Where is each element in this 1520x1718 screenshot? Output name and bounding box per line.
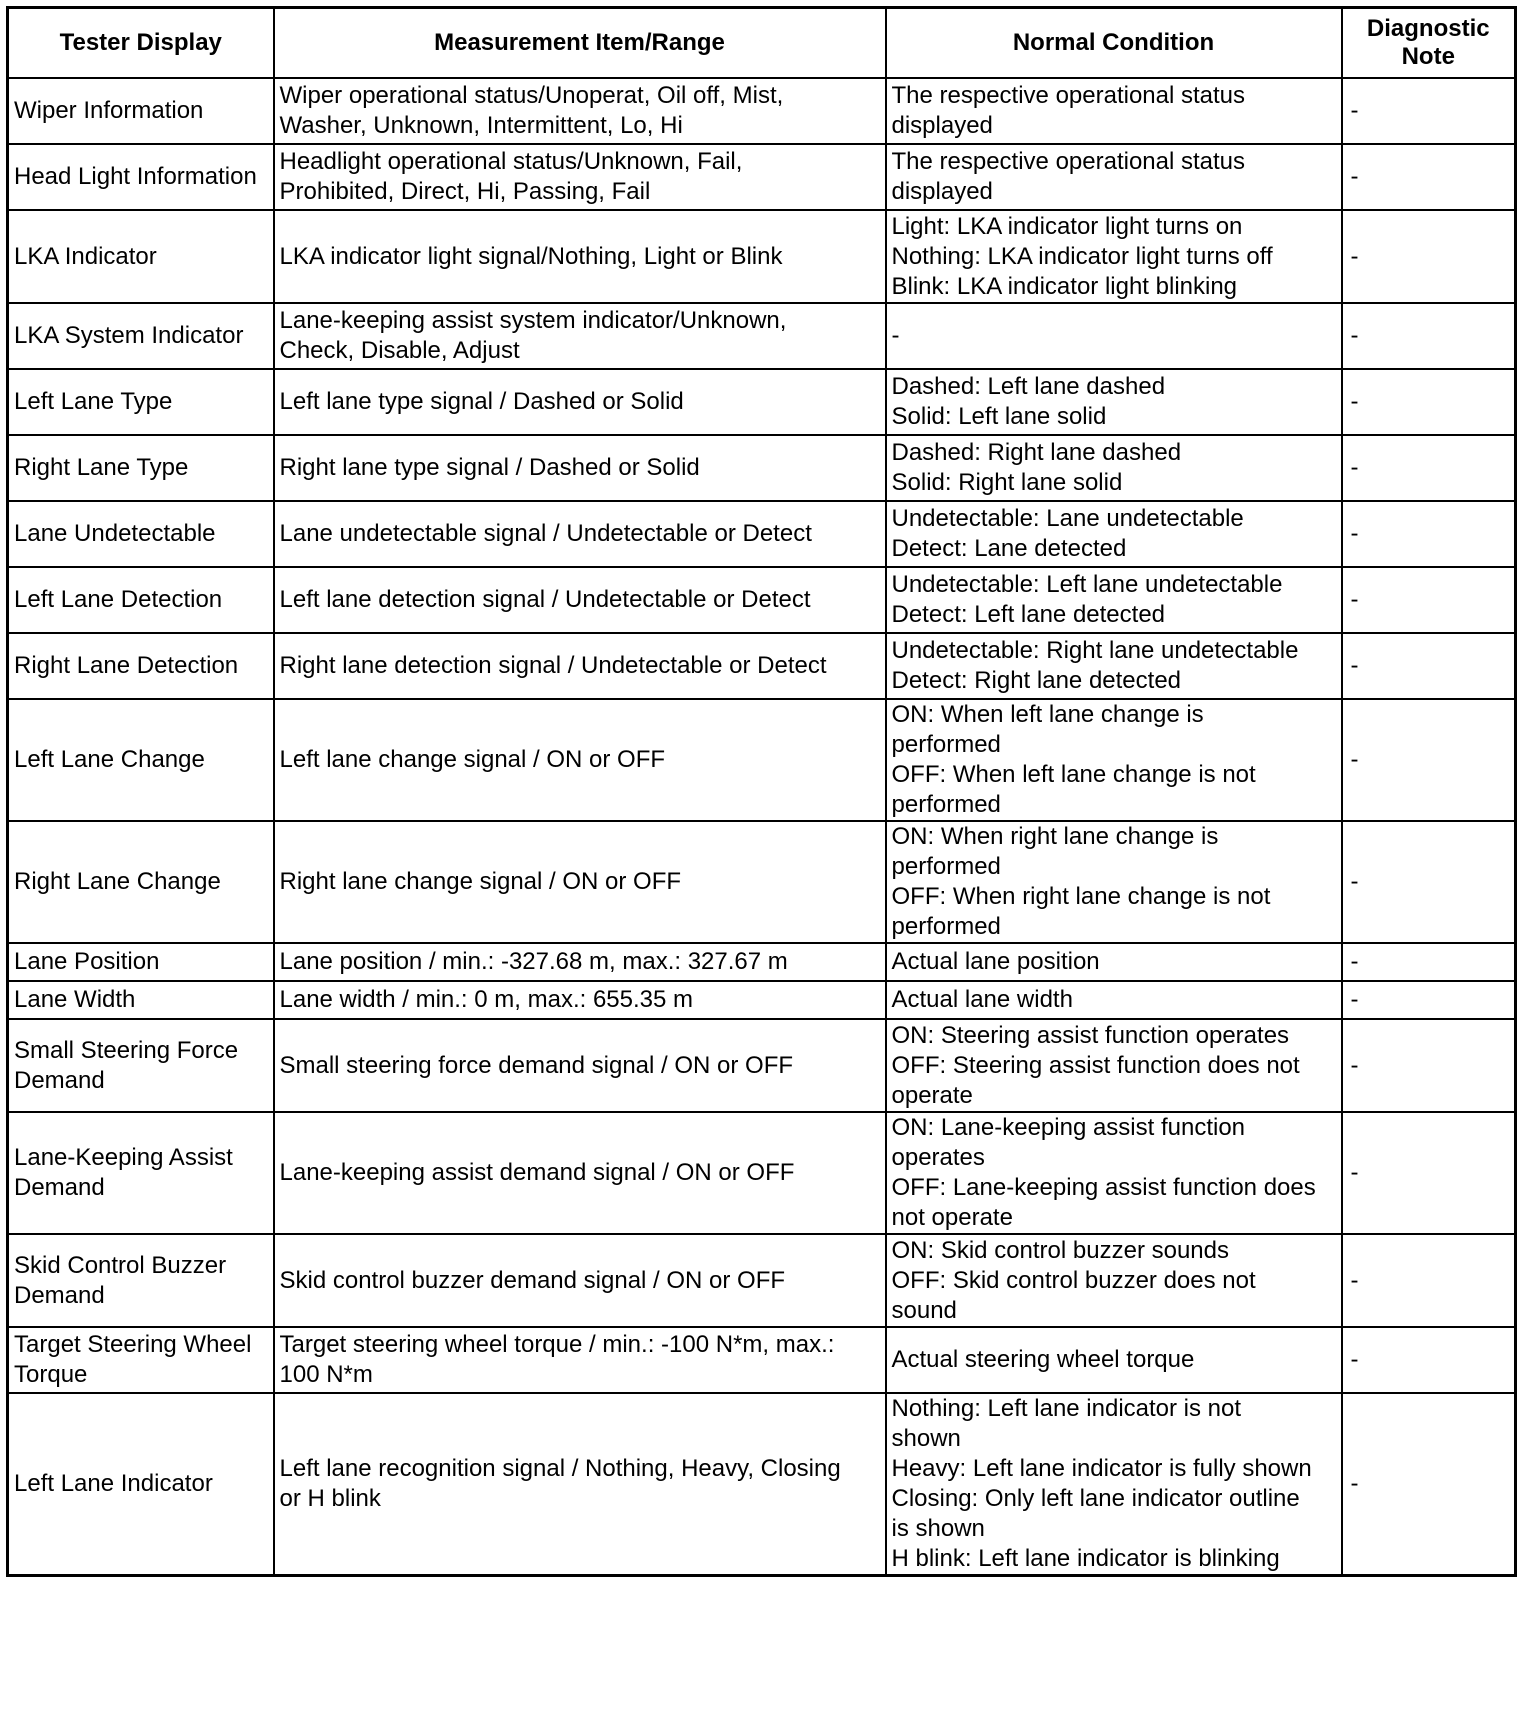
normal-condition-cell: -	[886, 303, 1342, 369]
tester-display-cell: Left Lane Detection	[8, 567, 274, 633]
diagnostic-note-cell: -	[1342, 1019, 1516, 1112]
normal-condition-cell: Light: LKA indicator light turns on Nothing: LKA indicator light turns off Blink: LKA indicator light blinking	[886, 210, 1342, 303]
diagnostic-note-cell: -	[1342, 435, 1516, 501]
measurement-item-cell: Target steering wheel torque / min.: -100 N*m, max.: 100 N*m	[274, 1327, 886, 1393]
measurement-item-cell: Skid control buzzer demand signal / ON or OFF	[274, 1234, 886, 1327]
tester-display-cell: Lane Width	[8, 981, 274, 1019]
measurement-item-cell: Left lane type signal / Dashed or Solid	[274, 369, 886, 435]
table-row	[8, 567, 1516, 633]
header-normal-condition: Normal Condition	[886, 8, 1342, 79]
measurement-item-cell: Right lane type signal / Dashed or Solid	[274, 435, 886, 501]
diagnostic-note-cell: -	[1342, 144, 1516, 210]
normal-condition-cell: Actual steering wheel torque	[886, 1327, 1342, 1393]
table-row	[8, 943, 1516, 981]
table-row	[8, 435, 1516, 501]
measurement-item-cell: Left lane recognition signal / Nothing, Heavy, Closing or H blink	[274, 1393, 886, 1576]
normal-condition-cell: Actual lane width	[886, 981, 1342, 1019]
tester-display-cell: Wiper Information	[8, 78, 274, 144]
measurement-item-cell: Lane-keeping assist system indicator/Unknown, Check, Disable, Adjust	[274, 303, 886, 369]
table-row	[8, 1234, 1516, 1327]
measurement-item-cell: Headlight operational status/Unknown, Fail, Prohibited, Direct, Hi, Passing, Fail	[274, 144, 886, 210]
measurement-item-cell: Wiper operational status/Unoperat, Oil off, Mist, Washer, Unknown, Intermittent, Lo, Hi	[274, 78, 886, 144]
header-diagnostic-note: Diagnostic Note	[1342, 8, 1516, 79]
header-measurement-item: Measurement Item/Range	[274, 8, 886, 79]
table-row	[8, 501, 1516, 567]
tester-display-cell: Right Lane Detection	[8, 633, 274, 699]
measurement-item-cell: Small steering force demand signal / ON or OFF	[274, 1019, 886, 1112]
table-row	[8, 1327, 1516, 1393]
table-body	[8, 78, 1516, 1576]
measurement-item-cell: Lane position / min.: -327.68 m, max.: 327.67 m	[274, 943, 886, 981]
header-tester-display: Tester Display	[8, 8, 274, 79]
data-list-table	[6, 6, 1517, 1577]
table-row	[8, 981, 1516, 1019]
normal-condition-cell: ON: When left lane change is performed OFF: When left lane change is not performed	[886, 699, 1342, 821]
table-row	[8, 1393, 1516, 1576]
tester-display-cell: Small Steering Force Demand	[8, 1019, 274, 1112]
diagnostic-note-cell: -	[1342, 699, 1516, 821]
diagnostic-note-cell: -	[1342, 210, 1516, 303]
diagnostic-note-cell: -	[1342, 821, 1516, 943]
tester-display-cell: Head Light Information	[8, 144, 274, 210]
tester-display-cell: Lane Undetectable	[8, 501, 274, 567]
normal-condition-cell: The respective operational status displayed	[886, 144, 1342, 210]
diagnostic-note-cell: -	[1342, 1327, 1516, 1393]
diagnostic-note-cell: -	[1342, 501, 1516, 567]
table-row	[8, 144, 1516, 210]
table-row	[8, 78, 1516, 144]
normal-condition-cell: Undetectable: Left lane undetectable Detect: Left lane detected	[886, 567, 1342, 633]
tester-display-cell: Left Lane Type	[8, 369, 274, 435]
table-row	[8, 1019, 1516, 1112]
normal-condition-cell: Nothing: Left lane indicator is not shown Heavy: Left lane indicator is fully shown Closing: Only left lane indicator outline is shown H blink: Left lane indicator is blinking	[886, 1393, 1342, 1576]
header-row	[8, 8, 1516, 79]
measurement-item-cell: Left lane detection signal / Undetectable or Detect	[274, 567, 886, 633]
tester-display-cell: LKA Indicator	[8, 210, 274, 303]
tester-display-cell: Left Lane Change	[8, 699, 274, 821]
tester-display-cell: Skid Control Buzzer Demand	[8, 1234, 274, 1327]
diagnostic-note-cell: -	[1342, 1234, 1516, 1327]
normal-condition-cell: ON: Skid control buzzer sounds OFF: Skid control buzzer does not sound	[886, 1234, 1342, 1327]
tester-display-cell: Lane Position	[8, 943, 274, 981]
measurement-item-cell: Lane width / min.: 0 m, max.: 655.35 m	[274, 981, 886, 1019]
table-row	[8, 633, 1516, 699]
diagnostic-note-cell: -	[1342, 1393, 1516, 1576]
measurement-item-cell: Lane undetectable signal / Undetectable or Detect	[274, 501, 886, 567]
tester-display-cell: Right Lane Type	[8, 435, 274, 501]
measurement-item-cell: LKA indicator light signal/Nothing, Light or Blink	[274, 210, 886, 303]
normal-condition-cell: Undetectable: Lane undetectable Detect: Lane detected	[886, 501, 1342, 567]
normal-condition-cell: ON: Lane-keeping assist function operates OFF: Lane-keeping assist function does not operate	[886, 1112, 1342, 1234]
table-row	[8, 699, 1516, 821]
table-row	[8, 210, 1516, 303]
normal-condition-cell: Dashed: Right lane dashed Solid: Right lane solid	[886, 435, 1342, 501]
measurement-item-cell: Right lane change signal / ON or OFF	[274, 821, 886, 943]
diagnostic-note-cell: -	[1342, 633, 1516, 699]
measurement-item-cell: Right lane detection signal / Undetectable or Detect	[274, 633, 886, 699]
table-row	[8, 369, 1516, 435]
measurement-item-cell: Left lane change signal / ON or OFF	[274, 699, 886, 821]
measurement-item-cell: Lane-keeping assist demand signal / ON or OFF	[274, 1112, 886, 1234]
diagnostic-note-cell: -	[1342, 303, 1516, 369]
normal-condition-cell: Undetectable: Right lane undetectable Detect: Right lane detected	[886, 633, 1342, 699]
diagnostic-note-cell: -	[1342, 369, 1516, 435]
normal-condition-cell: ON: When right lane change is performed OFF: When right lane change is not performed	[886, 821, 1342, 943]
diagnostic-note-cell: -	[1342, 78, 1516, 144]
normal-condition-cell: ON: Steering assist function operates OFF: Steering assist function does not operate	[886, 1019, 1342, 1112]
tester-display-cell: Lane-Keeping Assist Demand	[8, 1112, 274, 1234]
tester-display-cell: Right Lane Change	[8, 821, 274, 943]
table-row	[8, 1112, 1516, 1234]
table-row	[8, 303, 1516, 369]
tester-display-cell: LKA System Indicator	[8, 303, 274, 369]
diagnostic-note-cell: -	[1342, 567, 1516, 633]
diagnostic-note-cell: -	[1342, 943, 1516, 981]
normal-condition-cell: Dashed: Left lane dashed Solid: Left lane solid	[886, 369, 1342, 435]
diagnostic-note-cell: -	[1342, 981, 1516, 1019]
normal-condition-cell: The respective operational status displayed	[886, 78, 1342, 144]
table-row	[8, 821, 1516, 943]
tester-display-cell: Target Steering Wheel Torque	[8, 1327, 274, 1393]
normal-condition-cell: Actual lane position	[886, 943, 1342, 981]
data-table-container	[6, 6, 1514, 1577]
diagnostic-note-cell: -	[1342, 1112, 1516, 1234]
tester-display-cell: Left Lane Indicator	[8, 1393, 274, 1576]
